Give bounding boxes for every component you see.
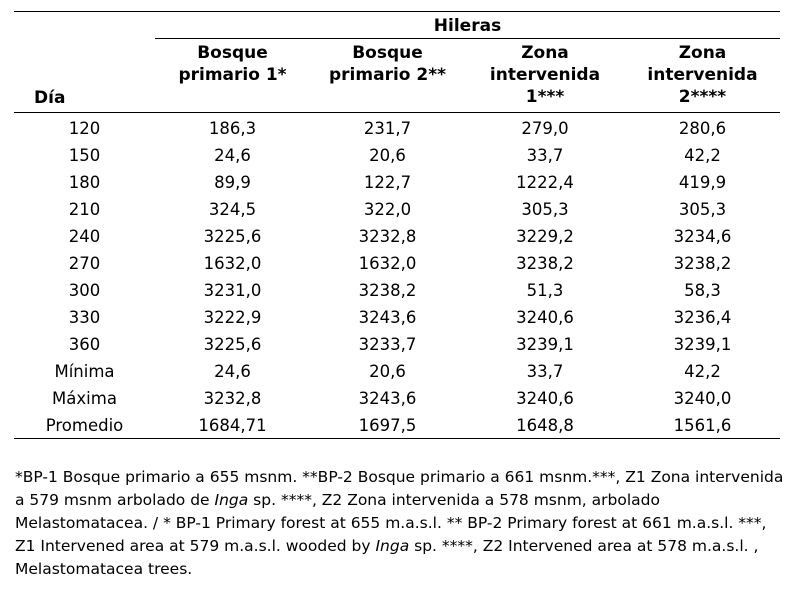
header-rule: [14, 112, 780, 113]
table-cell: 1697,5: [358, 416, 417, 435]
column-header-line: Zona: [521, 43, 569, 63]
table-cell: 3238,2: [516, 254, 574, 273]
table-row: [14, 277, 780, 304]
table-cell: 122,7: [363, 173, 412, 192]
table-cell: 3225,6: [203, 227, 262, 246]
bottom-rule: [14, 438, 780, 439]
table-cell: 280,6: [678, 119, 727, 138]
table-cell: 3238,2: [358, 281, 417, 300]
table-cell: 3238,2: [673, 254, 732, 273]
table-cell: 24,6: [214, 362, 251, 381]
table-cell: 186,3: [208, 119, 257, 138]
table-cell: 42,2: [684, 362, 721, 381]
table-cell: 3243,6: [358, 389, 417, 408]
table-cell: 1561,6: [673, 416, 732, 435]
footnote-text: [15, 466, 790, 581]
table-cell: 89,9: [214, 173, 251, 192]
table-cell: 3232,8: [203, 389, 262, 408]
row-label: 210: [68, 200, 101, 219]
column-header-line: primario 2**: [329, 65, 446, 85]
table-body: [14, 115, 780, 439]
table-row: [14, 304, 780, 331]
table-cell: 322,0: [363, 200, 412, 219]
table-cell: 1222,4: [516, 173, 574, 192]
table-cell: 3232,8: [358, 227, 417, 246]
row-label: Promedio: [45, 416, 124, 435]
column-header-bp2: [310, 42, 465, 86]
table-cell: 324,5: [208, 200, 257, 219]
column-header-line: intervenida: [647, 65, 758, 85]
table-row-mean: [14, 412, 780, 439]
table-row: [14, 169, 780, 196]
table-row: [14, 223, 780, 250]
column-header-line: 2****: [678, 87, 727, 107]
column-header-line: 1***: [525, 87, 565, 107]
table-cell: 20,6: [369, 362, 406, 381]
table-row: [14, 115, 780, 142]
table-cell: 3234,6: [673, 227, 732, 246]
table-cell: 3225,6: [203, 335, 262, 354]
table-cell: 51,3: [526, 281, 564, 300]
row-label: 270: [68, 254, 101, 273]
table-row: [14, 331, 780, 358]
column-header-line: Zona: [678, 43, 727, 63]
footnote: [15, 466, 790, 581]
group-title: Hileras: [433, 16, 502, 36]
row-label: 150: [68, 146, 101, 165]
table-cell: 1632,0: [358, 254, 417, 273]
footnote-part: sp. ****, Z2 Zona intervenida a 578 msnm, arbolado Melastomatacea. / * BP-1 Primary forest at 655 m.a.s.l. ** BP-2 Primary forest at 661 m.a.s.l. ***, Z1 Intervened area at 579 m.a.s.l. wooded by: [15, 491, 767, 555]
table-cell: 24,6: [214, 146, 251, 165]
table-cell: 231,7: [363, 119, 412, 138]
footnote-part: *BP-1 Bosque primario a 655 msnm. **BP-2 Bosque primario a 661 msnm.***, Z1 Zona intervenida a 579 msnm arbolado de: [15, 468, 784, 509]
table-cell: 3239,1: [673, 335, 732, 354]
table-cell: 3239,1: [516, 335, 574, 354]
table-cell: 305,3: [678, 200, 727, 219]
table-cell: 3236,4: [673, 308, 732, 327]
row-label: Máxima: [52, 389, 117, 408]
row-label: 360: [68, 335, 101, 354]
row-label: 120: [68, 119, 101, 138]
column-header-line: intervenida: [489, 65, 601, 85]
table-cell: 3240,6: [516, 389, 574, 408]
column-header-bp1: [155, 42, 310, 86]
table-cell: 20,6: [369, 146, 406, 165]
table-cell: 3240,0: [673, 389, 732, 408]
table-cell: 305,3: [521, 200, 569, 219]
column-header-line: Bosque: [352, 43, 423, 63]
row-header-dia: Día: [34, 88, 66, 108]
table-row-max: [14, 385, 780, 412]
column-header-line: primario 1*: [178, 65, 287, 85]
group-rule: [155, 38, 780, 39]
top-rule: [14, 11, 780, 12]
table-row: [14, 196, 780, 223]
table-cell: 3231,0: [203, 281, 262, 300]
table-cell: 1648,8: [516, 416, 574, 435]
table-cell: 33,7: [526, 146, 564, 165]
row-label: 180: [68, 173, 101, 192]
table-cell: 3243,6: [358, 308, 417, 327]
table-row: [14, 142, 780, 169]
column-header-z2: [625, 42, 780, 108]
table-cell: 1632,0: [203, 254, 262, 273]
table-cell: 1684,71: [198, 416, 267, 435]
table-row: [14, 250, 780, 277]
column-header-line: Bosque: [197, 43, 268, 63]
table-cell: 279,0: [521, 119, 569, 138]
table-cell: 33,7: [526, 362, 564, 381]
row-label: 330: [68, 308, 101, 327]
table-cell: 419,9: [678, 173, 727, 192]
table-cell: 3222,9: [203, 308, 262, 327]
footnote-genus: Inga: [214, 491, 249, 509]
table-cell: 3240,6: [516, 308, 574, 327]
table-cell: 42,2: [684, 146, 721, 165]
column-header-z1: [465, 42, 625, 108]
table-cell: 3229,2: [516, 227, 574, 246]
row-label: Mínima: [54, 362, 115, 381]
table-row-min: [14, 358, 780, 385]
table-cell: 3233,7: [358, 335, 417, 354]
footnote-genus: Inga: [375, 537, 410, 555]
row-label: 300: [68, 281, 101, 300]
table-cell: 58,3: [684, 281, 721, 300]
row-label: 240: [68, 227, 101, 246]
footnote-part: sp. ****, Z2 Intervened area at 578 m.a.s.l. , Melastomatacea trees.: [15, 537, 759, 578]
